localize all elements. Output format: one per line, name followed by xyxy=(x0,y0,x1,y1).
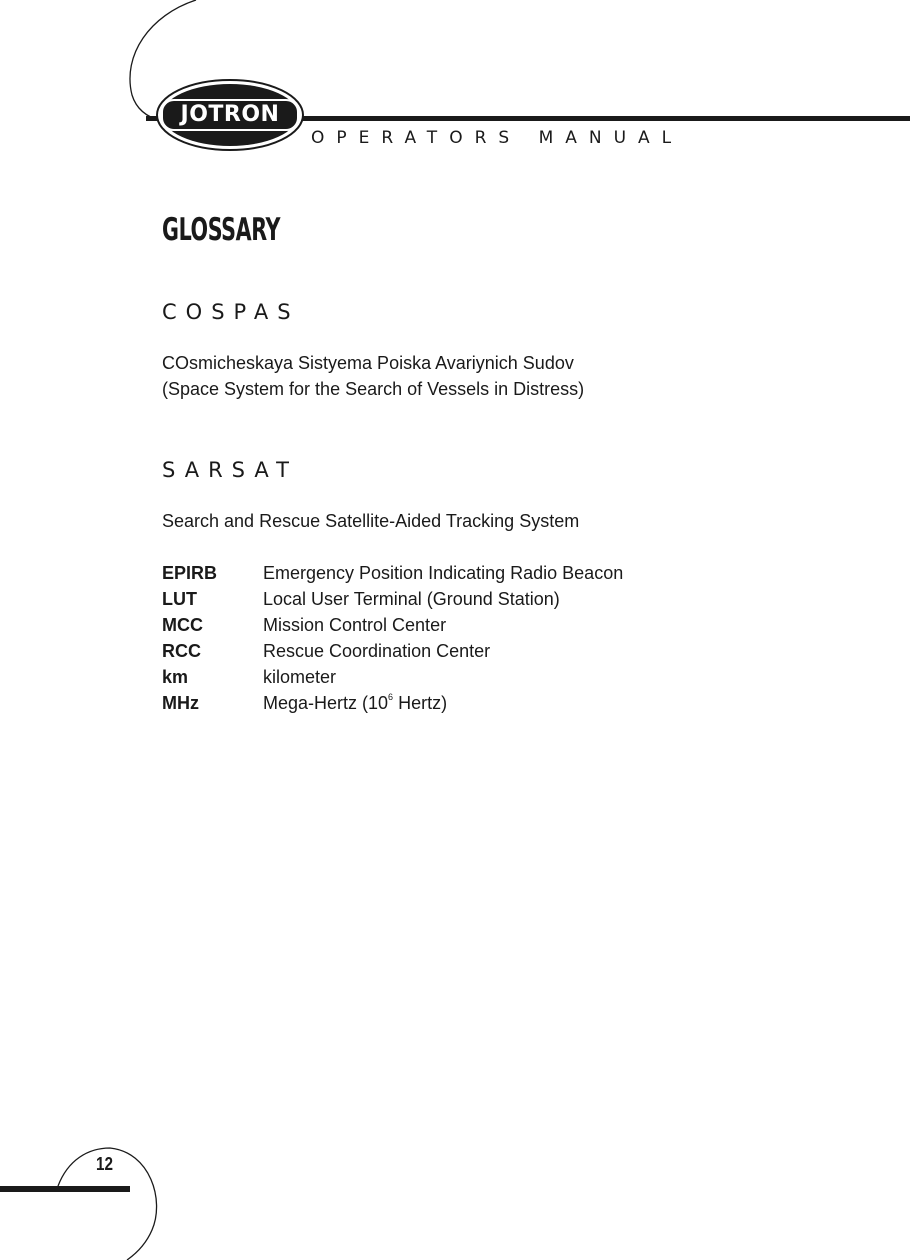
abbreviation-definition: kilometer xyxy=(263,667,337,687)
mhz-definition-start: Mega-Hertz (10 xyxy=(263,693,389,713)
abbreviation-row xyxy=(162,586,623,612)
section-heading-sarsat: SARSAT xyxy=(162,458,298,482)
abbreviation-term: km xyxy=(162,667,189,687)
mhz-definition-end: Hertz) xyxy=(393,693,448,713)
page-title: GLOSSARY xyxy=(162,212,281,248)
abbreviation-term: EPIRB xyxy=(162,563,218,583)
page-number: 12 xyxy=(96,1154,114,1174)
abbreviation-definition: Emergency Position Indicating Radio Beacon xyxy=(263,563,624,583)
abbreviation-row xyxy=(162,560,623,586)
footer-rule xyxy=(0,1186,130,1192)
abbreviation-definition: Rescue Coordination Center xyxy=(263,641,491,661)
cospas-line-1: COsmicheskaya Sistyema Poiska Avariynich Sudov xyxy=(162,353,574,373)
abbreviation-term: LUT xyxy=(162,589,197,609)
sarsat-definition xyxy=(162,508,579,534)
brand-logo-text: JOTRON xyxy=(180,102,280,127)
abbreviation-definition: Mission Control Center xyxy=(263,615,447,635)
abbreviation-term: MCC xyxy=(162,615,203,635)
exponent: 6 xyxy=(388,692,394,702)
cospas-line-2: (Space System for the Search of Vessels in Distress) xyxy=(162,379,585,399)
abbreviation-row xyxy=(162,612,623,638)
sarsat-line-1: Search and Rescue Satellite-Aided Tracking System xyxy=(162,511,580,531)
abbreviation-term: RCC xyxy=(162,641,201,661)
abbreviation-list xyxy=(162,560,623,716)
abbreviation-row xyxy=(162,638,623,664)
abbreviation-definition: Local User Terminal (Ground Station) xyxy=(263,589,560,609)
abbreviation-term: MHz xyxy=(162,693,199,713)
section-heading-cospas: COSPAS xyxy=(162,300,300,324)
cospas-definition xyxy=(162,350,584,402)
abbreviation-row xyxy=(162,690,623,716)
header-rule xyxy=(290,116,910,121)
abbreviation-row xyxy=(162,664,623,690)
abbreviation-definition xyxy=(263,690,447,716)
manual-title: OPERATORS MANUAL xyxy=(311,128,684,148)
